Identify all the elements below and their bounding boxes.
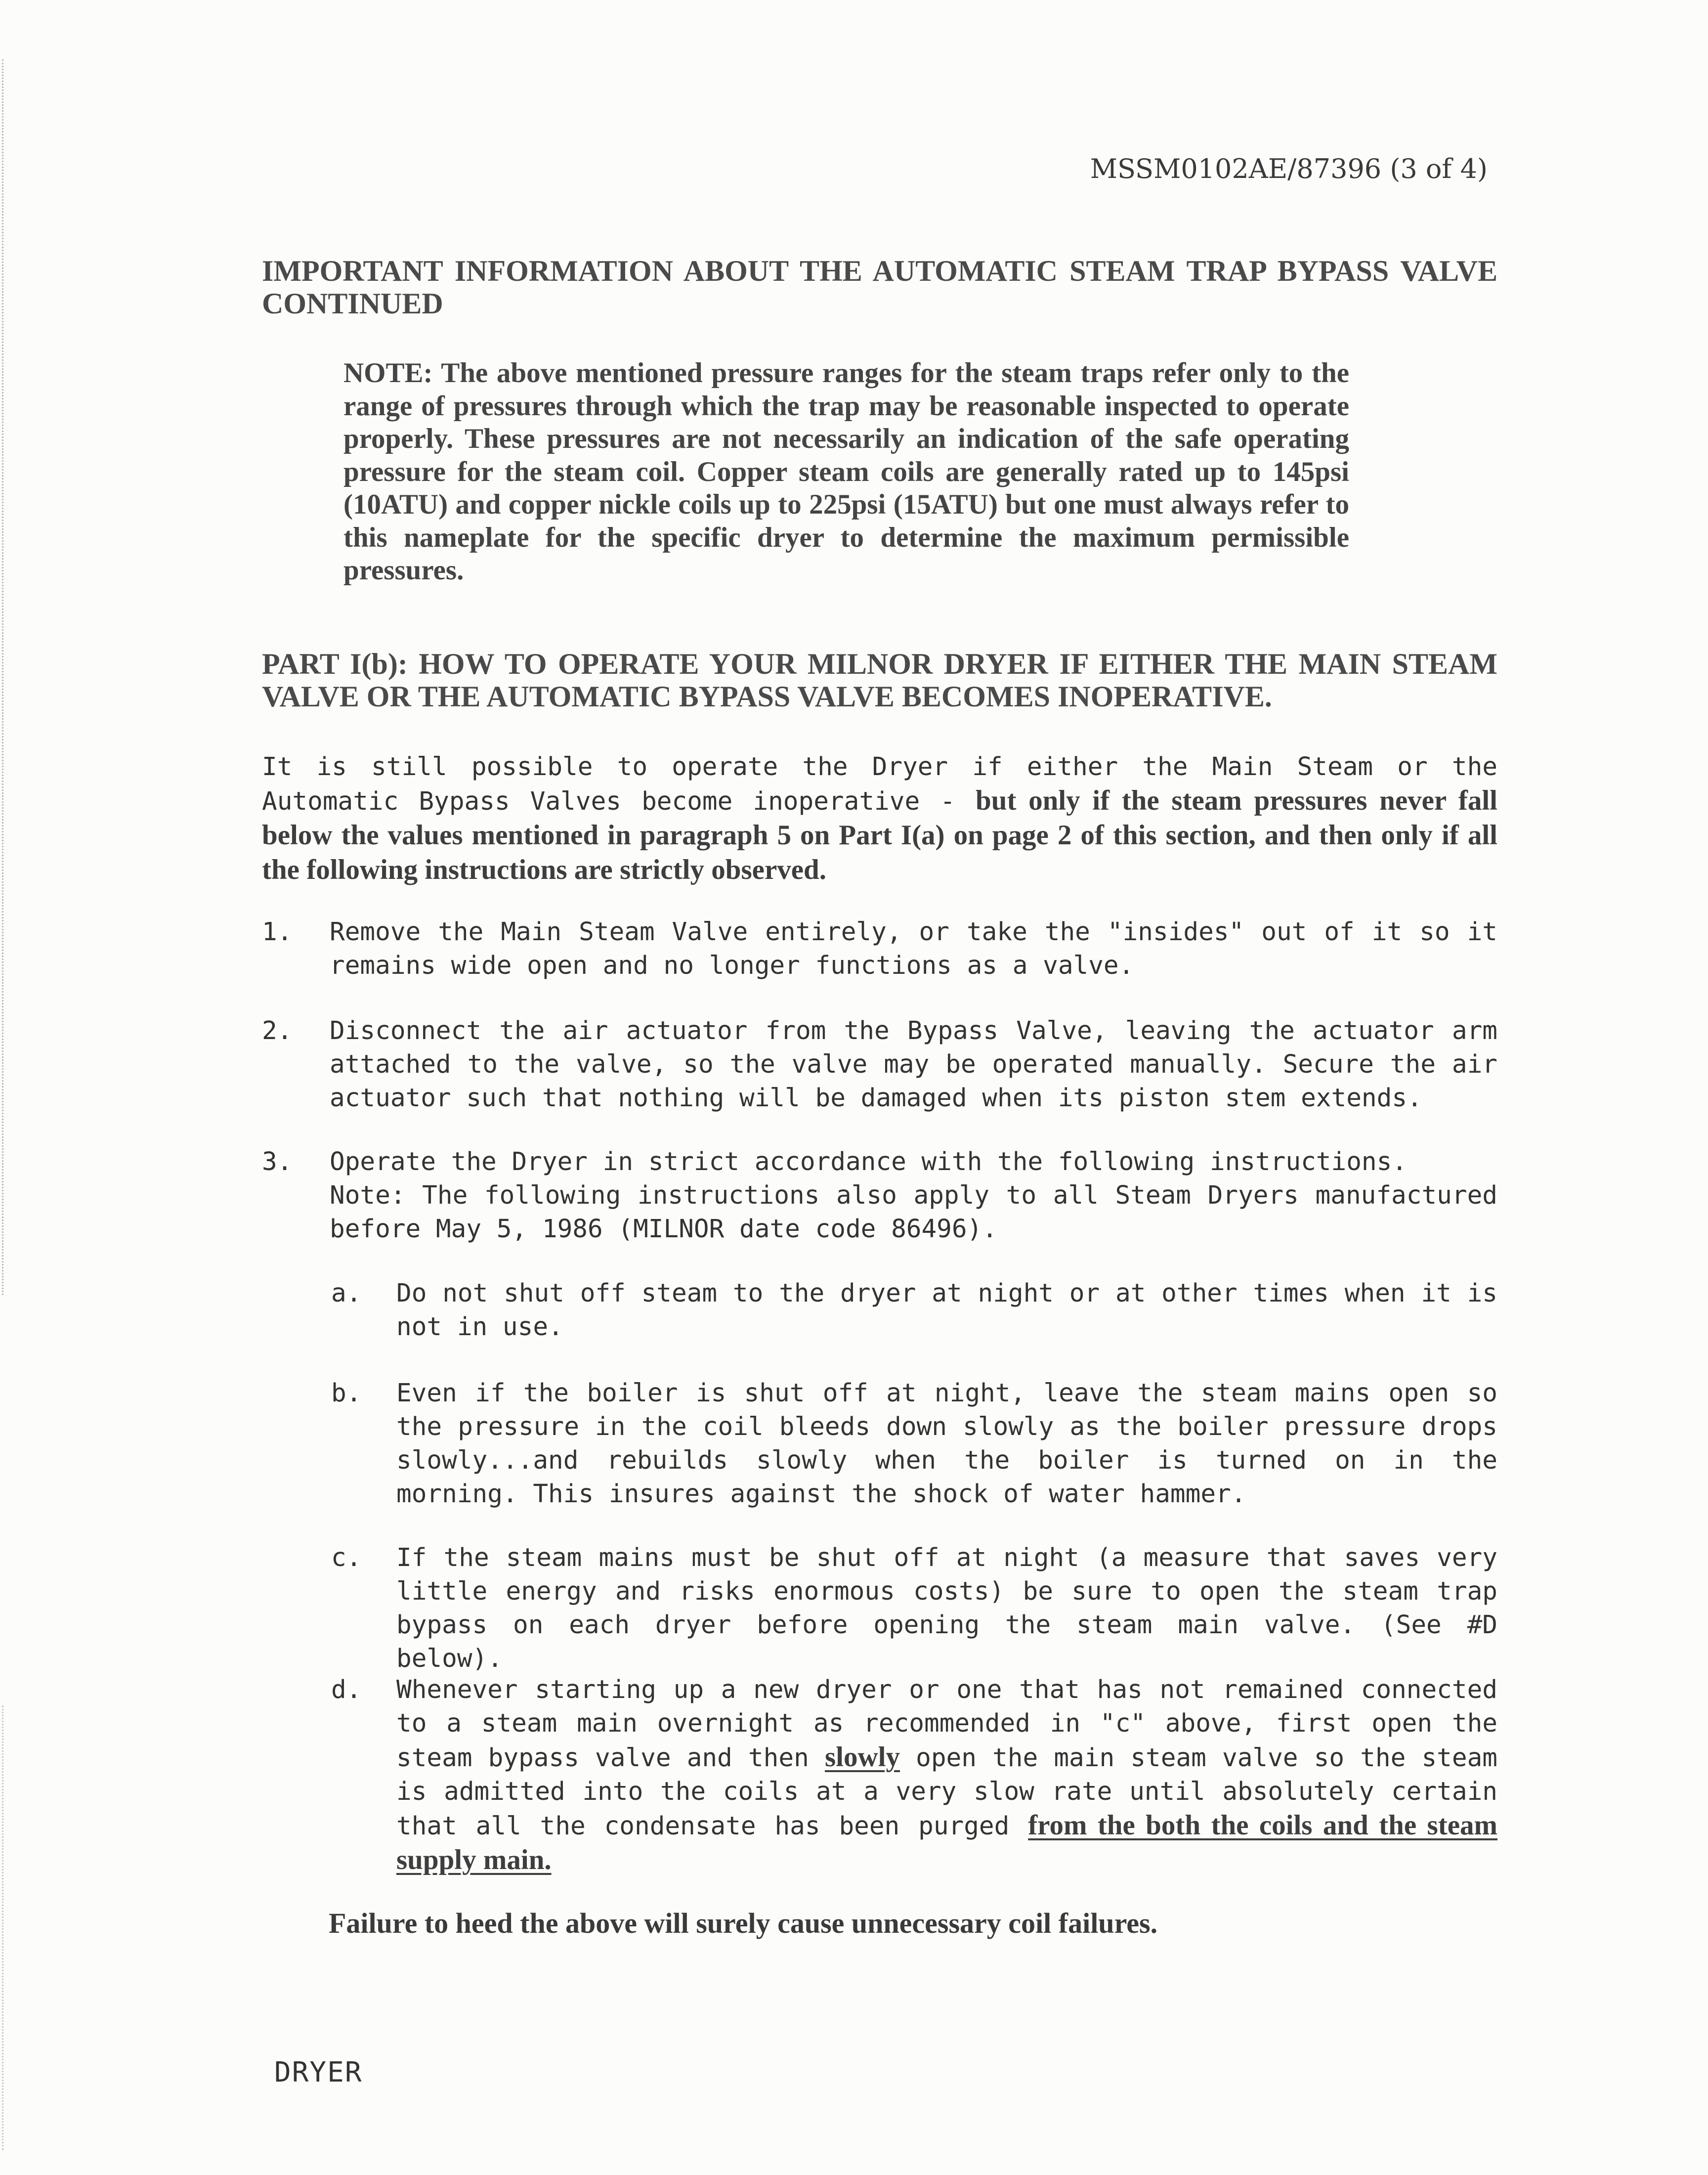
intro-text: It is still possible to operate the Dryer if either the Main Steam or the Automatic Bypass Valves become inoperative - [262,752,1497,816]
sub-item-text: Do not shut off steam to the dryer at night or at other times when it is not in use. [396,1279,1497,1342]
sub-item-letter: c. [331,1543,362,1572]
sub-item-letter: a. [331,1279,362,1308]
list-item-note: Note: The following instructions also apply to all Steam Dryers manufactured before May 5, 1986 (MILNOR date code 86496). [330,1181,1497,1244]
sub-item-text: If the steam mains must be shut off at night (a measure that saves very little energy and risks enormous costs) be sure to open the steam trap bypass on each dryer before opening the steam main valve. (See #D below). [396,1543,1497,1673]
sub-item-text: Even if the boiler is shut off at night, leave the steam mains open so the pressure in the coil bleeds down slowly as the boiler pressure drops slowly...and rebuilds slowly when the boiler is turned on in the morning. This insures against the shock of water hammer. [396,1379,1497,1509]
list-item-text: Operate the Dryer in strict accordance with the following instructions. [330,1147,1408,1176]
list-item-number: 1. [262,917,293,947]
scan-edge-mark [2,59,5,1295]
list-item-body [330,1145,1497,1246]
sub-item-text-part: Whenever starting up a new dryer or one that has not remained connected to a steam main overnight as recommended in "c" above, first open the steam bypass valve and then [396,1675,1497,1773]
note-paragraph: NOTE: The above mentioned pressure ranges for the steam traps refer only to the range of pressures through which the trap may be reasonable inspected to operate properly. These pressures are not necessarily an indication of the safe operating pressure for the steam coil. Copper steam coils are generally rated up to 145psi (10ATU) and copper nickle coils up to 225psi (15ATU) but one must always refer to this nameplate for the specific dryer to determine the maximum permissible pressures. [343,357,1349,586]
part-heading: PART I(b): HOW TO OPERATE YOUR MILNOR DRYER IF EITHER THE MAIN STEAM VALVE OR THE AUTOMATIC BYPASS VALVE BECOMES INOPERATIVE. [262,648,1497,713]
page-footer: DRYER [274,2056,363,2088]
intro-condition: but only if the steam pressures never fall below the values mentioned in paragraph 5 on Part I(a) on page 2 of this section, and then only if all the following instructions are strictly observed. [262,785,1497,885]
sub-item-text [396,1673,1497,1878]
intro-paragraph [262,750,1497,888]
list-item-number: 2. [262,1016,293,1045]
list-item-text: Disconnect the air actuator from the Bypass Valve, leaving the actuator arm attached to the valve, so the valve may be operated manually. Secure the air actuator such that nothing will be damaged when its piston stem extends. [330,1016,1497,1113]
scan-edge-mark [2,1705,5,2150]
document-id: MSSM0102AE/87396 (3 of 4) [1090,153,1488,184]
sub-item-letter: b. [331,1379,362,1408]
sub-item-letter: d. [331,1675,362,1704]
warning-text: Failure to heed the above will surely cause unnecessary coil failures. [329,1907,1158,1939]
list-item-text: Remove the Main Steam Valve entirely, or take the "insides" out of it so it remains wide open and no longer functions as a valve. [330,917,1497,980]
sub-item-text-part: open the main steam valve so the steam is admitted into the coils at a very slow rate until absolutely certain that all the condensate has been purged [396,1743,1498,1841]
section-heading: IMPORTANT INFORMATION ABOUT THE AUTOMATIC STEAM TRAP BYPASS VALVE CONTINUED [262,255,1497,320]
emphasis-purge-note: from the both the coils and the steam supply main. [396,1810,1497,1875]
emphasis-slowly: slowly [824,1741,900,1773]
list-item-number: 3. [262,1147,293,1176]
